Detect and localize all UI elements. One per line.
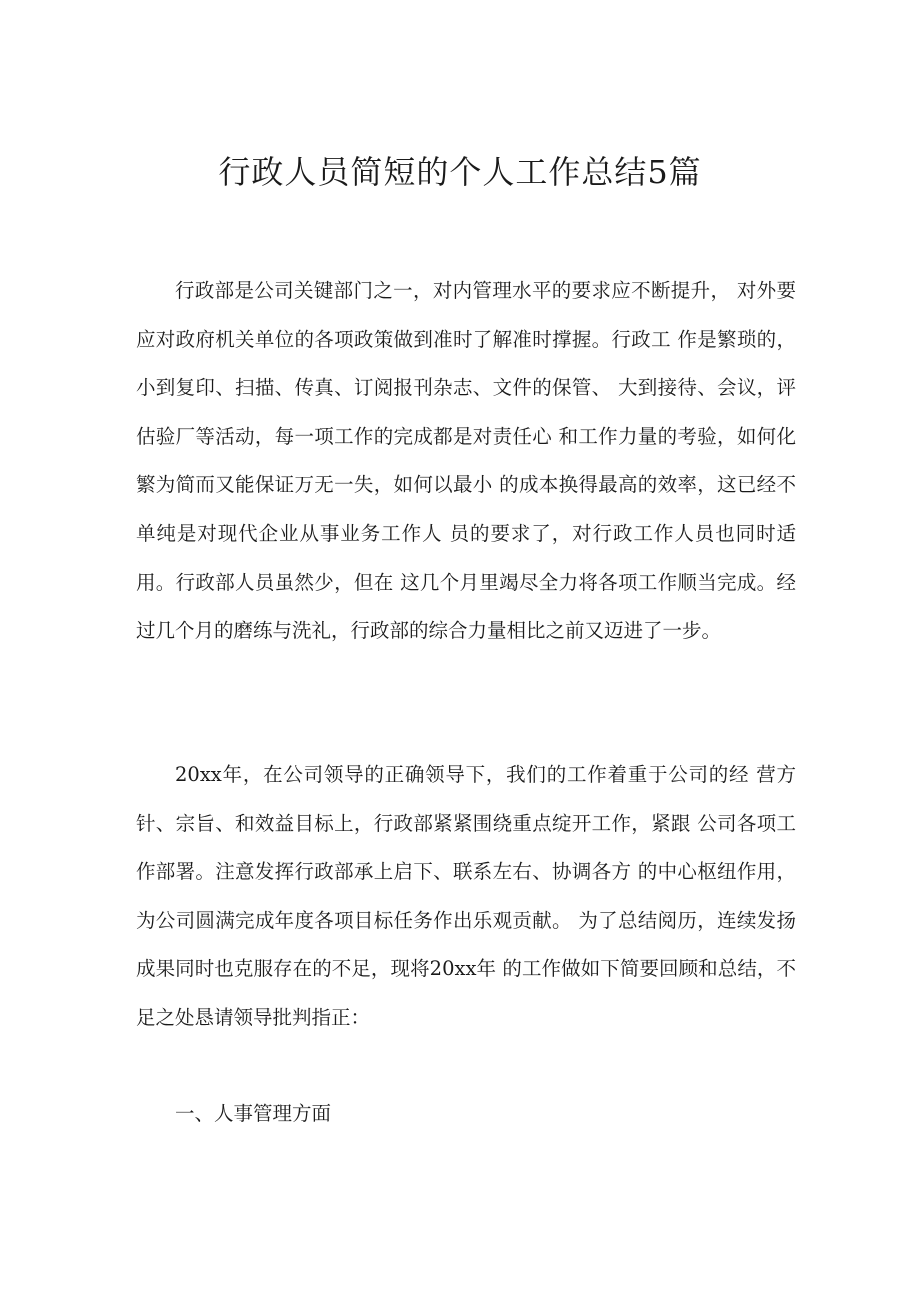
- document-title: 行政人员简短的个人工作总结5篇: [218, 153, 702, 191]
- body-paragraph-2: 20xx年，在公司领导的正确领导下，我们的工作着重于公司的经 营方针、宗旨、和效益目标上，行政部紧紧围绕重点绽开工作，紧跟 公司各项工作部署。注意发挥行政部承上启下、联系左右、协调各方 的中心枢纽作用，为公司圆满完成年度各项目标任务作出乐观贡献。 为了总结阅历，连续发扬成果同时也克服存在的不足，现将20xx年 的工作做如下简要回顾和总结，不足之处恳请领导批判指正：: [136, 763, 796, 1029]
- section-heading: 一、人事管理方面: [175, 1102, 332, 1125]
- body-paragraph-1: 行政部是公司关键部门之一，对内管理水平的要求应不断提升， 对外要应对政府机关单位的各项政策做到准时了解准时撑握。行政工 作是繁琐的，小到复印、扫描、传真、订阅报刊杂志、文件的保管、 大到接待、会议，评估验厂等活动，每一项工作的完成都是对责任心 和工作力量的考验，如何化繁为简而又能保证万无一失，如何以最小 的成本换得最高的效率，这已经不单纯是对现代企业从事业务工作人 员的要求了，对行政工作人员也同时适用。行政部人员虽然少，但在 这几个月里竭尽全力将各项工作顺当完成。经过几个月的磨练与洗礼，行政部的综合力量相比之前又迈进了一步。: [136, 279, 796, 643]
